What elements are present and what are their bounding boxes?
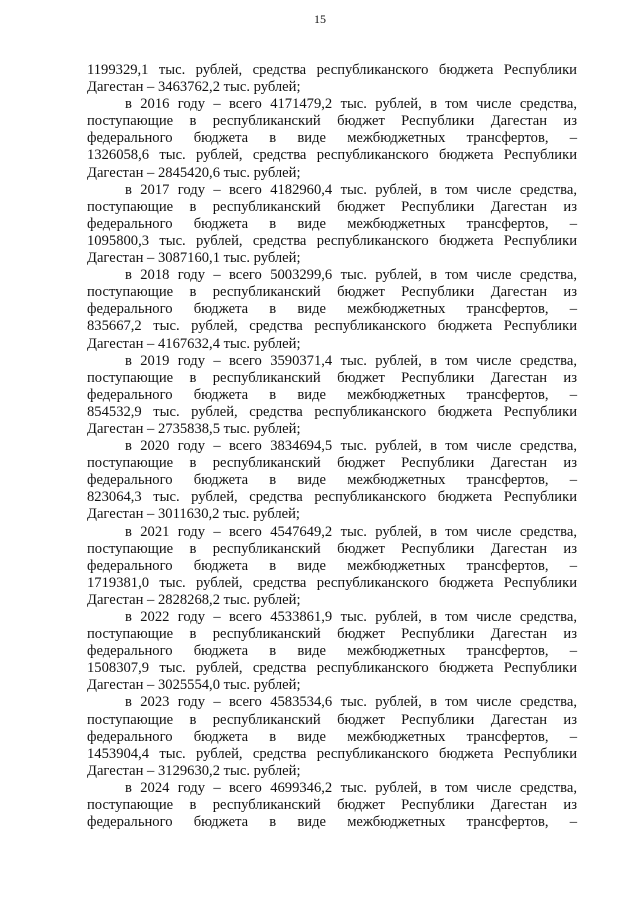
text-line: федерального бюджета в виде межбюджетных трансфертов, – bbox=[87, 301, 577, 318]
text-line: 1453904,4 тыс. рублей, средства республиканского бюджета Республики bbox=[87, 745, 577, 762]
text-line: в 2021 году – всего 4547649,2 тыс. рублей, в том числе средства, bbox=[125, 523, 577, 540]
text-line: поступающие в республиканский бюджет Республики Дагестан из bbox=[87, 369, 577, 386]
text-line: в 2022 году – всего 4533861,9 тыс. рублей, в том числе средства, bbox=[125, 609, 577, 625]
text-line: поступающие в республиканский бюджет Республики Дагестан из bbox=[87, 455, 577, 472]
text-line: 854532,9 тыс. рублей, средства республиканского бюджета Республики bbox=[87, 403, 577, 420]
text-line: Дагестан – 3011630,2 тыс. рублей; bbox=[87, 506, 300, 523]
page-number: 15 bbox=[314, 12, 326, 26]
text-line: поступающие в республиканский бюджет Республики Дагестан из bbox=[87, 284, 577, 301]
text-line: 823064,3 тыс. рублей, средства республиканского бюджета Республики bbox=[87, 489, 577, 506]
text-line: поступающие в республиканский бюджет Республики Дагестан из bbox=[87, 797, 577, 814]
text-line: 1719381,0 тыс. рублей, средства республиканского бюджета Республики bbox=[87, 574, 577, 591]
text-line: Дагестан – 2735838,5 тыс. рублей; bbox=[87, 420, 301, 437]
text-line: Дагестан – 3463762,2 тыс. рублей; bbox=[87, 79, 301, 96]
text-line: 1326058,6 тыс. рублей, средства республиканского бюджета Республики bbox=[87, 147, 577, 164]
text-line: 1199329,1 тыс. рублей, средства республиканского бюджета Республики bbox=[87, 62, 577, 78]
text-line: Дагестан – 4167632,4 тыс. рублей; bbox=[87, 335, 301, 352]
text-line: поступающие в республиканский бюджет Республики Дагестан из bbox=[87, 711, 577, 728]
text-line: в 2018 году – всего 5003299,6 тыс. рублей, в том числе средства, bbox=[125, 267, 577, 284]
text-line: Дагестан – 3025554,0 тыс. рублей; bbox=[87, 677, 301, 694]
text-line: в 2020 году – всего 3834694,5 тыс. рублей, в том числе средства, bbox=[125, 438, 577, 455]
text-line: федерального бюджета в виде межбюджетных трансфертов, – bbox=[87, 215, 577, 232]
text-line: федерального бюджета в виде межбюджетных трансфертов, – bbox=[87, 728, 577, 745]
text-line: федерального бюджета в виде межбюджетных трансфертов, – bbox=[87, 643, 577, 660]
text-line: поступающие в республиканский бюджет Республики Дагестан из bbox=[87, 540, 577, 557]
body-text bbox=[87, 62, 577, 831]
text-line: поступающие в республиканский бюджет Республики Дагестан из bbox=[87, 626, 577, 643]
text-line: Дагестан – 2828268,2 тыс. рублей; bbox=[87, 591, 301, 608]
text-line: в 2023 году – всего 4583534,6 тыс. рублей, в том числе средства, bbox=[125, 694, 577, 711]
text-line: федерального бюджета в виде межбюджетных трансфертов, – bbox=[87, 386, 577, 403]
text-line: Дагестан – 3087160,1 тыс. рублей; bbox=[87, 250, 301, 267]
text-line: федерального бюджета в виде межбюджетных трансфертов, – bbox=[87, 130, 577, 147]
text-line: 1095800,3 тыс. рублей, средства республиканского бюджета Республики bbox=[87, 232, 577, 249]
text-line: Дагестан – 2845420,6 тыс. рублей; bbox=[87, 164, 301, 181]
text-line: поступающие в республиканский бюджет Республики Дагестан из bbox=[87, 113, 577, 130]
text-line: 835667,2 тыс. рублей, средства республиканского бюджета Республики bbox=[87, 318, 577, 335]
text-line: в 2017 году – всего 4182960,4 тыс. рублей, в том числе средства, bbox=[125, 181, 577, 198]
text-line: в 2016 году – всего 4171479,2 тыс. рублей, в том числе средства, bbox=[125, 96, 577, 113]
text-line: поступающие в республиканский бюджет Республики Дагестан из bbox=[87, 198, 577, 215]
text-line: в 2024 году – всего 4699346,2 тыс. рублей, в том числе средства, bbox=[125, 779, 577, 796]
text-line: федерального бюджета в виде межбюджетных трансфертов, – bbox=[87, 472, 577, 489]
text-line: Дагестан – 3129630,2 тыс. рублей; bbox=[87, 762, 301, 779]
text-line: федерального бюджета в виде межбюджетных трансфертов, – bbox=[87, 814, 577, 831]
text-line: федерального бюджета в виде межбюджетных трансфертов, – bbox=[87, 557, 577, 574]
text-line: в 2019 году – всего 3590371,4 тыс. рублей, в том числе средства, bbox=[125, 352, 577, 369]
text-line: 1508307,9 тыс. рублей, средства республиканского бюджета Республики bbox=[87, 660, 577, 677]
